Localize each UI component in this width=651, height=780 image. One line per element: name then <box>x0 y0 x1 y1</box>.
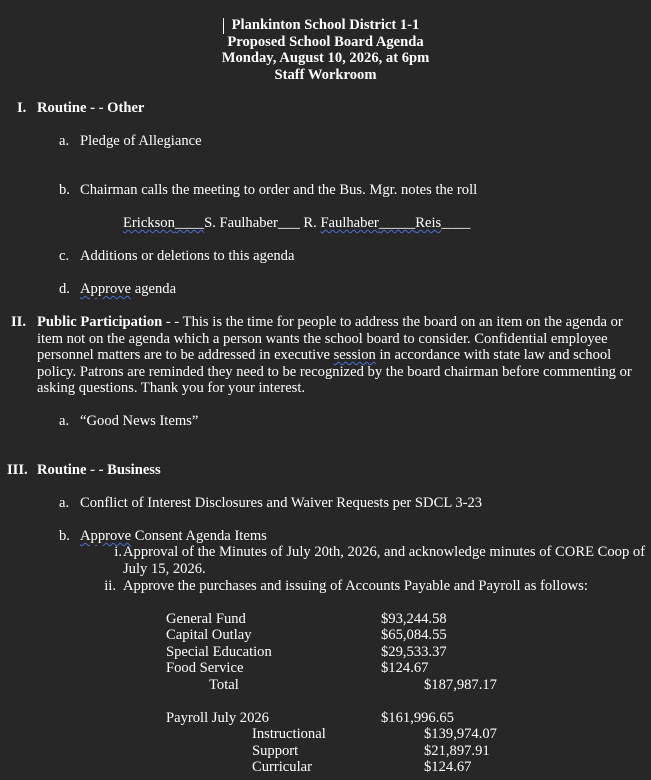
item-label: a. <box>59 413 70 429</box>
fund-name: Capital Outlay <box>166 627 252 643</box>
payroll-category: Curricular <box>252 759 312 775</box>
meeting-location: Staff Workroom <box>274 67 377 83</box>
meeting-date: Monday, August 10, 2026, at 6pm <box>221 50 430 66</box>
section-1-title: Routine - - Other <box>37 100 145 116</box>
fund-name: Food Service <box>166 660 244 676</box>
item-label: d. <box>59 281 70 297</box>
item-label: b. <box>59 528 70 544</box>
payroll-amount: $161,996.65 <box>381 710 454 726</box>
total-label: Total <box>209 677 239 693</box>
item-pledge: Pledge of Allegiance <box>80 133 202 149</box>
subitem-accounts-payable: Approve the purchases and issuing of Accounts Payable and Payroll as follows: <box>123 578 588 594</box>
payroll-category-amount: $21,897.91 <box>424 743 490 759</box>
roll-blank: ____ <box>174 215 205 231</box>
section-3-numeral: III. <box>7 462 28 478</box>
item-label: a. <box>59 495 70 511</box>
roll-blank: ____ <box>441 215 471 231</box>
subitem-label: i. <box>114 544 122 560</box>
roll-name-r-faulhaber: R. Faulhaber <box>303 215 379 231</box>
fund-amount: $124.67 <box>381 660 429 676</box>
roll-blank: ___ <box>277 215 300 231</box>
section-2-title: Public Participation <box>37 314 163 330</box>
fund-amount: $93,244.58 <box>381 611 447 627</box>
roll-name-s-faulhaber: S. Faulhaber <box>204 215 278 231</box>
fund-name: General Fund <box>166 611 246 627</box>
item-label: a. <box>59 133 70 149</box>
payroll-category: Support <box>252 743 299 759</box>
item-consent-agenda: Approve Consent Agenda Items <box>80 528 267 544</box>
payroll-category-amount: $124.67 <box>424 759 472 775</box>
fund-amount: $65,084.55 <box>381 627 447 643</box>
item-label: c. <box>59 248 70 264</box>
fund-amount: $29,533.37 <box>381 644 447 660</box>
section-1-numeral: I. <box>17 100 27 116</box>
item-call-to-order: Chairman calls the meeting to order and the Bus. Mgr. notes the roll <box>80 182 478 198</box>
roll-name-reis: Reis <box>415 215 442 231</box>
section-2-numeral: II. <box>11 314 27 330</box>
roll-blank: _____ <box>378 215 416 231</box>
item-approve-agenda: Approve agenda <box>80 281 177 297</box>
item-conflict-of-interest: Conflict of Interest Disclosures and Waiver Requests per SDCL 3-23 <box>80 495 483 511</box>
district-title: Plankinton School District 1-1 <box>231 17 420 33</box>
agenda-title: Proposed School Board Agenda <box>227 34 424 50</box>
payroll-label: Payroll July 2026 <box>166 710 269 726</box>
fund-name: Special Education <box>166 644 272 660</box>
roll-call-line <box>123 215 470 232</box>
item-label: b. <box>59 182 70 198</box>
payroll-category: Instructional <box>252 726 326 742</box>
subitem-minutes-cont: July 15, 2026. <box>123 561 206 577</box>
roll-name-erickson: Erickson <box>123 215 175 231</box>
payroll-category-amount: $139,974.07 <box>424 726 497 742</box>
total-amount: $187,987.17 <box>424 677 497 693</box>
section-3-title: Routine - - Business <box>37 462 161 478</box>
item-good-news: “Good News Items” <box>80 413 199 429</box>
subitem-minutes: Approval of the Minutes of July 20th, 2026, and acknowledge minutes of CORE Coop of <box>123 544 646 560</box>
item-additions: Additions or deletions to this agenda <box>80 248 295 264</box>
public-participation-paragraph: Public Participation - - This is the time for people to address the board on an item on the agenda or item not on the agenda which a person wants the school board to consider. Confidential employee personnel matters are to be addressed in executive session in accordance with state law and school policy. Patrons are reminded they need to be recognized by the board chairman before commenting or asking questions. Thank you for your interest. <box>37 314 632 397</box>
subitem-label: ii. <box>104 578 116 594</box>
